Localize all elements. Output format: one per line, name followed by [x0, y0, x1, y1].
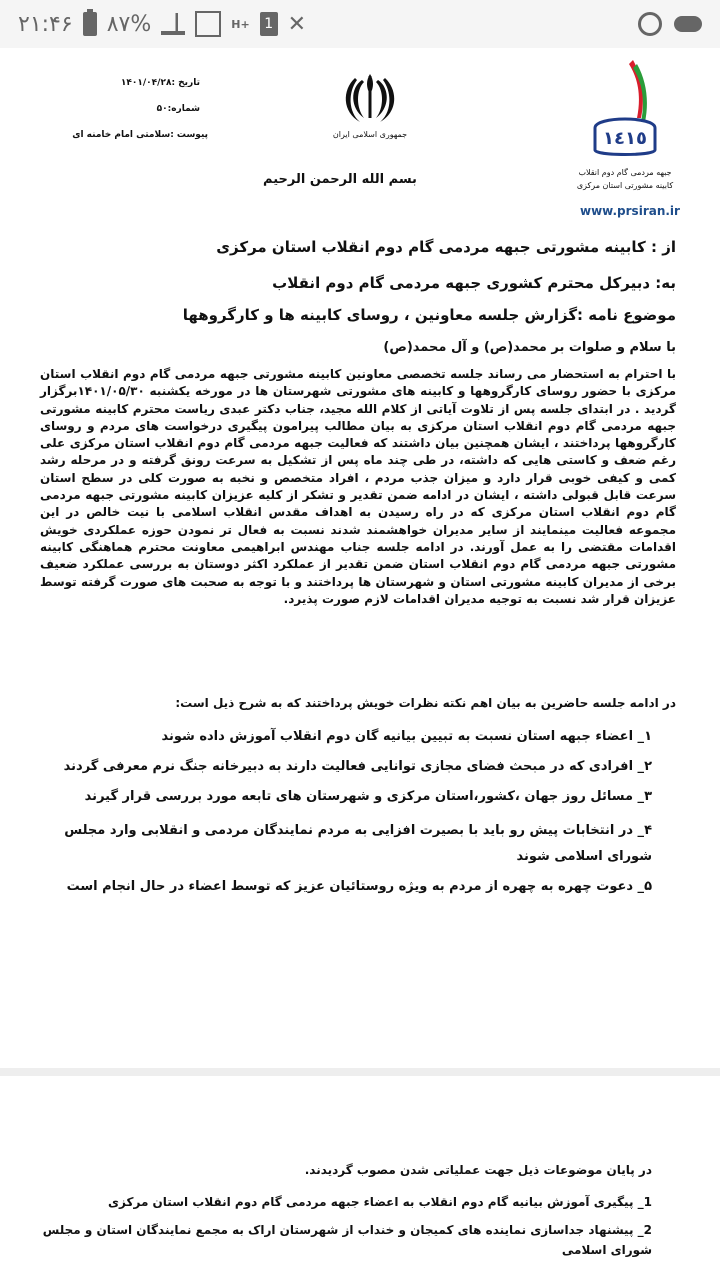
battery-level: ۸۷%	[106, 11, 152, 37]
document-page-2	[0, 1076, 720, 1280]
cloud-icon	[674, 16, 702, 32]
page-separator	[0, 1068, 720, 1076]
letter-attachment: پیوست :سلامتی امام خامنه ای	[72, 130, 208, 140]
status-bar	[0, 0, 720, 48]
battery-icon	[83, 12, 97, 36]
letter-subject: موضوع نامه :گزارش جلسه معاونین ، روسای کابینه ها و کارگروهها	[182, 306, 676, 324]
status-right	[638, 12, 702, 36]
emblem-icon	[340, 66, 400, 126]
app-notification-icon	[638, 12, 662, 36]
document-page-1	[0, 48, 720, 1068]
sim-icon: 1	[260, 12, 278, 36]
flag-logo-icon	[585, 58, 665, 158]
emblem-caption: جمهوری اسلامی ایران	[332, 130, 408, 139]
page2-intro: در پایان موضوعات ذیل جهت عملیاتی شدن مصوب گردیدند.	[304, 1163, 652, 1177]
signal-icon	[161, 13, 185, 35]
letter-number: شماره:۵۰	[156, 104, 200, 114]
point-item: ۲_ افرادی که در مبحث فضای مجازی توانایی فعالیت دارند به دبیرخانه جنگ نرم معرفی گردند	[63, 759, 652, 774]
organization-logo	[560, 58, 690, 218]
status-left	[18, 11, 306, 37]
svg-text:١٤١٥: ١٤١٥	[603, 128, 647, 149]
network-type: H+	[231, 17, 250, 31]
point-item: ۳_ مسائل روز جهان ،کشور،استان مرکزی و شهرستان های تابعه مورد بررسی قرار گیرند	[84, 789, 652, 804]
letter-to: به: دبیرکل محترم کشوری جبهه مردمی گام دوم انقلاب	[272, 274, 676, 292]
letter-greeting: با سلام و صلوات بر محمد(ص) و آل محمد(ص)	[383, 340, 676, 355]
point-item: ۱_ اعضاء جبهه استان نسبت به تبیین بیانیه گان دوم انقلاب آموزش داده شوند	[161, 729, 652, 744]
logo-line-1: جبهه مردمی گام دوم انقلاب	[578, 168, 672, 177]
point-item: ۵_ دعوت چهره به چهره از مردم به ویژه روستائیان عزیز که توسط اعضاء در حال انجام است	[66, 879, 652, 894]
website-link[interactable]: www.prsiran.ir	[580, 204, 680, 218]
letter-meta	[72, 68, 208, 140]
clock: ۲۱:۴۶	[18, 11, 73, 37]
points-intro: در ادامه جلسه حاضرین به بیان اهم نکته نظرات خویش پرداختند که به شرح ذیل است:	[175, 696, 676, 710]
logo-line-2: کابینه مشورتی استان مرکزی	[576, 181, 674, 190]
letter-date: تاریخ :۱۴۰۱/۰۴/۲۸	[120, 78, 200, 88]
letter-from: از : کابینه مشورتی جبهه مردمی گام دوم انقلاب استان مرکزی	[216, 238, 676, 256]
iran-emblem	[325, 66, 415, 139]
page2-item: 1_ پیگیری آموزش بیانیه گام دوم انقلاب به اعضاء جبهه مردمی گام دوم انقلاب استان مرکزی	[108, 1195, 652, 1209]
page2-item: 2_ پیشنهاد جداسازی نماینده های کمیجان و خنداب از شهرستان اراک به مجمع نمایندگان استان و مجلس شورای اسلامی	[42, 1223, 652, 1257]
point-item: ۴_ در انتخابات پیش رو باید با بصیرت افزایی به مردم نمایندگان مردمی و انقلابی وارد مجلس شورای اسلامی شوند	[64, 823, 652, 864]
signal-secondary-icon	[195, 11, 221, 37]
mute-icon: ✕	[287, 11, 307, 37]
basmala: بسم الله الرحمن الرحیم	[263, 172, 417, 187]
letter-body: با احترام به استحضار می رساند جلسه تخصصی معاونین کابینه مشورتی جبهه مردمی گام دوم انقلاب استان مرکزی با حضور روسای کارگروهها و کابینه های مشورتی شهرستان ها در مورخه یکشنبه ۱۴۰۱/۰۵/۳۰برگزار گردید . در ابتدای جلسه پس از تلاوت آیاتی از کلام الله مجید، جناب دکتر عبدی ریاست محترم کابینه مشورتی جبهه مردمی گام دوم انقلاب استان مرکزی به بیان مطالب پیرامون پیگیری درخواست های مردم و روسای کارگروهها پرداختند ، ایشان همچنین بیان داشتند که فعالیت جبهه مردمی گام دوم انقلاب استان مرکزی علی رغم ضعف و کاستی هایی که داشته، در طی چند ماه پس از تشکیل به سرعت رونق گرفته و در مرحله رشد کمی و کیفی خوبی قرار دارد و میزان جذب مردم ، افراد متخصص و نخبه به صورت کلی در سطح استان سرعت قابل قبولی داشته ، ایشان در ادامه ضمن تقدیر و تشکر از کلیه عزیزان کابینه مشورتی جبهه مردمی گام دوم انقلاب استان مرکزی که در راه رسیدن به اهداف مقدس انقلاب اسلامی با نیت خالص در این مجموعه فعالیت مینمایند از سایر مدیران خواهشمند شدند نسبت به فعال تر نمودن حوزه عملکردی خویش اقدامات مقتضی را به عمل آورند. در ادامه جلسه جناب مهندس ابراهیمی معاونت محترم هماهنگی کابینه مشورتی جبهه مردمی گام دوم انقلاب استان ضمن تقدیر از عملکرد اکثر دوستان به بررسی عملکرد ضعیف برخی از مدیران کابینه مشورتی استان و شهرستان ها پرداختند و با توجه به صحبت های صورت گرفته توسط عزیزان قرار شد نسبت به توجیه مدیران اقدامات لازم صورت پذیرد.	[40, 367, 676, 606]
